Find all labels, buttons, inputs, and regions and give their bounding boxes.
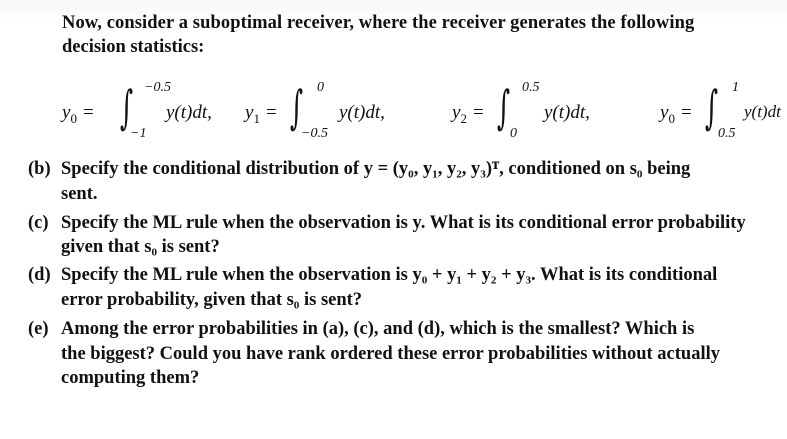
eq3-lhs-var: y [660,102,669,123]
eq1-upper-limit: 0 [317,80,324,95]
item-e-text-2: the biggest? Could you have rank ordered these error probabilities without actually [61,344,720,364]
item-e-text-1: Among the error probabilities in (a), (c), and (d), which is the smallest? Which is [61,319,695,339]
integral-sign: ∫ [705,80,719,134]
item-d-text-1: Specify the ML rule when the observation is y₀ + y₁ + y₂ + y₃. What is its conditional [61,265,718,285]
eq2-lhs-sub: 2 [460,110,467,126]
item-d-label: (d) [28,265,51,285]
eq1-lhs-var: y [245,102,254,123]
eq2-upper-limit: 0.5 [522,80,540,95]
item-c-text-1: Specify the ML rule when the observation is y. What is its conditional error probability [61,213,746,233]
eq2-integrand: y(t)dt, [544,102,590,123]
item-e-text-3: computing them? [61,368,200,388]
integral-sign: ∫ [120,80,134,134]
eq0-lhs-var: y [62,102,71,123]
eq3-lhs-sub: 0 [668,110,675,126]
item-d-text-2: error probability, given that s₀ is sent? [61,290,363,310]
document-page: Now, consider a suboptimal receiver, where the receiver generates the following decision statistics: $y_0$ = ∫ −0.5 −1 y(t)dt, $y_1$ = ∫ 0 −0.5 y(t)dt, $y_2$ = ∫ 0.5 0 y(t)dt, $y_0$ = ∫ 1 0.5 y(t)dt (b) Specify the conditional distribution of y = (y₀, y₁, y₂, y₃)ᵀ, conditioned on s₀ being sent. (c) Specify the ML rule when the observation is y. What is its conditional error probability given that s₀ is sent? (d) Specify the ML rule when the observation is y₀ + y₁ + y₂ + y₃. What is its conditional error probability, given that s₀ is sent? (e) Among the error probabilities in (a), (c), and (d), which is the smallest? Which is the biggest? Could you have rank ordered these error probabilities without actually computing them? [0,0,787,439]
item-b-text-2: sent. [61,184,98,204]
item-e-label: (e) [28,319,49,339]
eq1-lhs-sub: 1 [253,110,260,126]
integral-sign: ∫ [290,80,304,134]
intro-line-1: Now, consider a suboptimal receiver, where the receiver generates the following [62,13,695,33]
eq1-lower-limit: −0.5 [301,126,328,141]
eq1-integrand: y(t)dt, [339,102,385,123]
eq0-upper-limit: −0.5 [144,80,171,95]
eq2-lower-limit: 0 [510,126,517,141]
eq3-lower-limit: 0.5 [718,126,736,141]
integral-sign: ∫ [497,80,511,134]
eq0-integrand: y(t)dt, [166,102,212,123]
item-c-text-2: given that s₀ is sent? [61,237,220,257]
eq0-lhs-sub: 0 [70,110,77,126]
intro-line-2: decision statistics: [62,37,205,57]
item-c-label: (c) [28,213,49,233]
eq3-upper-limit: 1 [732,80,739,95]
eq3-integrand: y(t)dt [744,102,781,121]
item-b-label: (b) [28,159,51,179]
eq0-lower-limit: −1 [130,126,147,141]
item-b-text-1: Specify the conditional distribution of y = (y₀, y₁, y₂, y₃)ᵀ, conditioned on s₀ being [61,159,691,179]
eq2-lhs-var: y [452,102,461,123]
